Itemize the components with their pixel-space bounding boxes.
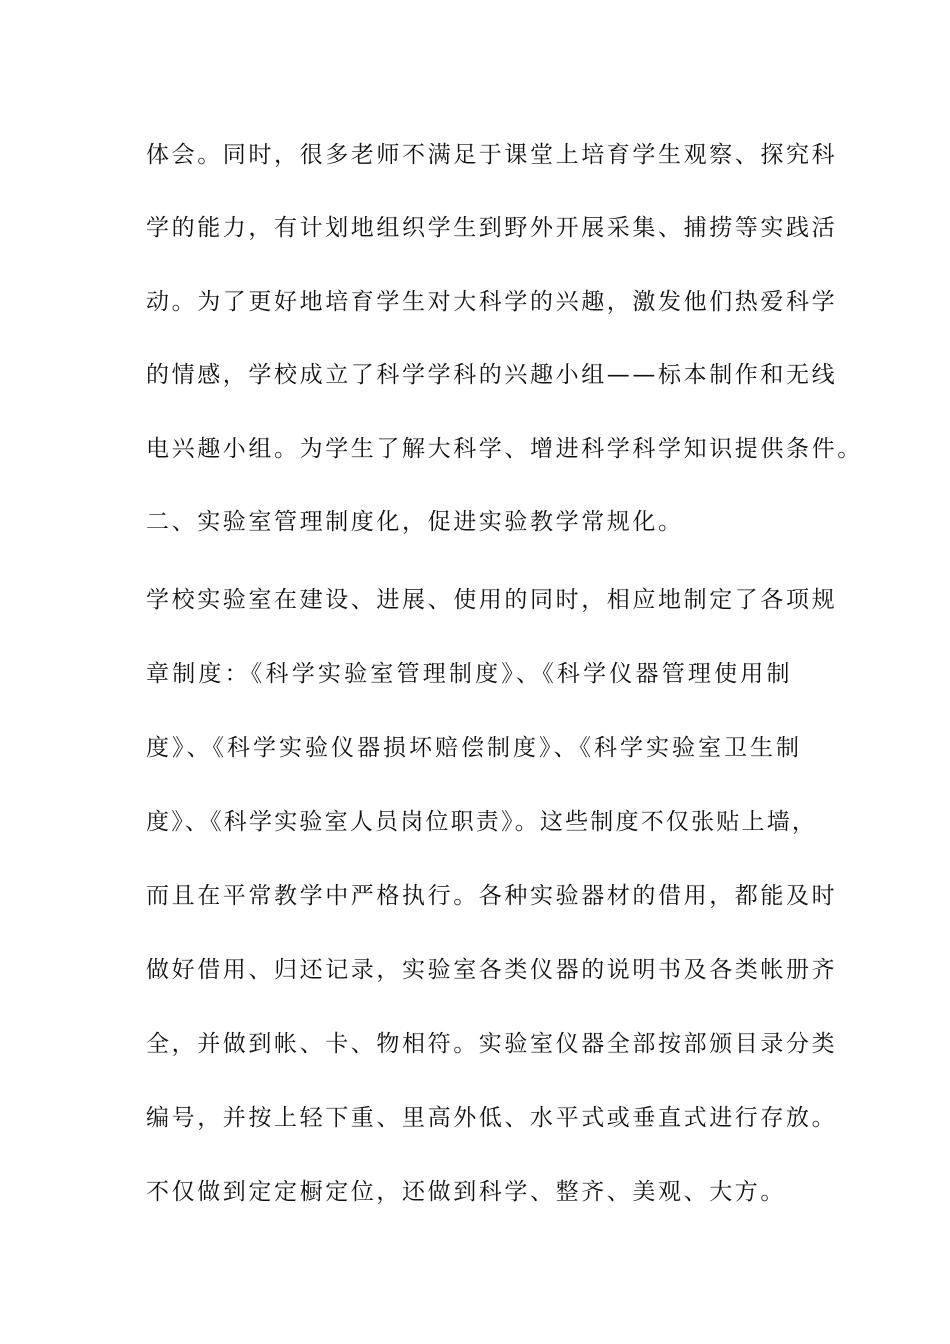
- paragraph-line-4: 的情感，学校成立了科学学科的兴趣小组——标本制作和无线: [146, 362, 838, 388]
- paragraph-line-2: 学的能力，有计划地组织学生到野外开展采集、捕捞等实践活: [146, 215, 838, 241]
- paragraph-line-14: 编号，并按上轻下重、里高外低、水平式或垂直式进行存放。: [146, 1105, 838, 1131]
- paragraph-line-5: 电兴趣小组。为学生了解大科学、增进科学科学知识提供条件。: [146, 436, 863, 462]
- paragraph-line-1: 体会。同时，很多老师不满足于课堂上培育学生观察、探究科: [146, 142, 838, 168]
- paragraph-line-3: 动。为了更好地培育学生对大科学的兴趣，激发他们热爱科学: [146, 289, 838, 315]
- paragraph-line-11: 而且在平常教学中严格执行。各种实验器材的借用，都能及时: [146, 883, 838, 909]
- paragraph-line-8: 章制度：《科学实验室管理制度》、《科学仪器管理使用制: [146, 661, 793, 687]
- paragraph-line-10: 度》、《科学实验室人员岗位职责》。这些制度不仅张贴上墙，: [146, 809, 818, 835]
- section-heading: 二、实验室管理制度化，促进实验教学常规化。: [146, 509, 684, 535]
- paragraph-line-7: 学校实验室在建设、进展、使用的同时，相应地制定了各项规: [146, 587, 838, 613]
- paragraph-line-9: 度》、《科学实验仪器损坏赔偿制度》、《科学实验室卫生制: [146, 735, 802, 761]
- paragraph-line-12: 做好借用、归还记录，实验室各类仪器的说明书及各类帐册齐: [146, 957, 838, 983]
- paragraph-line-13: 全，并做到帐、卡、物相符。实验室仪器全部按部颁目录分类: [146, 1031, 838, 1057]
- paragraph-line-15: 不仅做到定定橱定位，还做到科学、整齐、美观、大方。: [146, 1179, 786, 1205]
